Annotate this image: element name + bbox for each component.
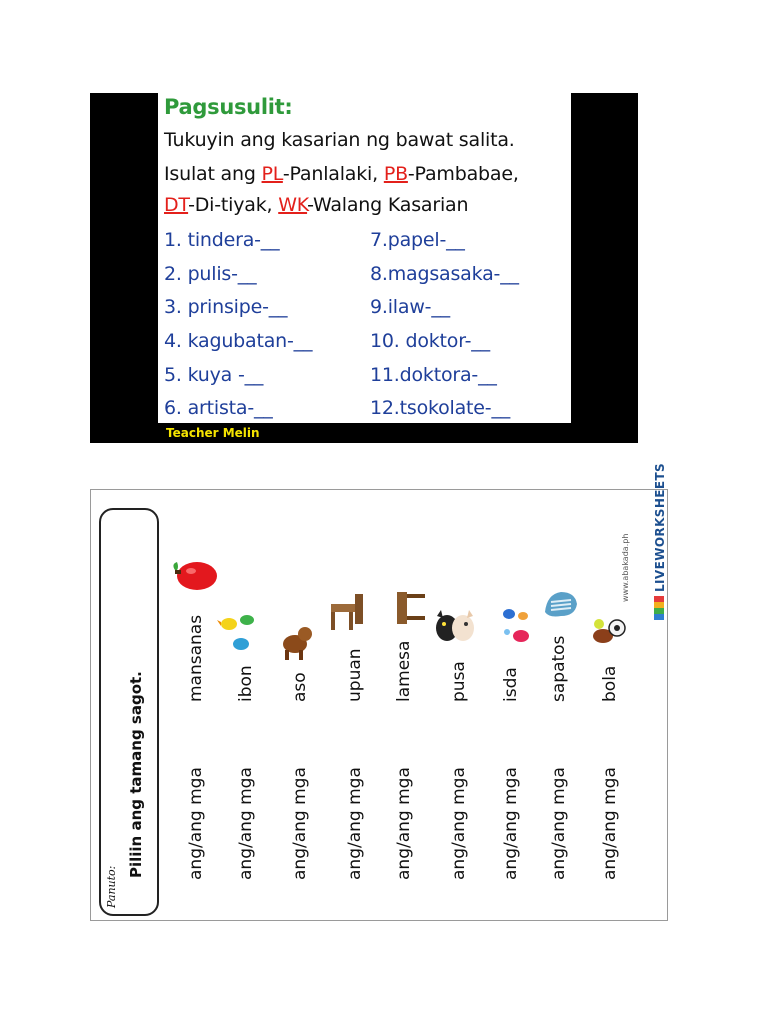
instruction-line-2 xyxy=(164,163,519,185)
word-bola: bola xyxy=(600,665,620,702)
quiz-item: 8.magsasaka-__ xyxy=(370,263,519,285)
quiz-slide xyxy=(90,93,638,443)
choice-text: ang/ang mga xyxy=(236,767,256,880)
chair-icon xyxy=(325,592,373,634)
quiz-item: 2. pulis-__ xyxy=(164,263,257,285)
birds-icon xyxy=(217,610,261,658)
choice-text: ang/ang mga xyxy=(600,767,620,880)
word-isda: isda xyxy=(501,667,521,702)
choice-text: ang/ang mga xyxy=(449,767,469,880)
worksheet xyxy=(90,462,668,921)
code-pb: PB xyxy=(383,163,408,185)
slide-footer: Teacher Melin xyxy=(166,426,260,440)
table-icon xyxy=(395,590,429,628)
text-segment: -Di-tiyak, xyxy=(188,194,279,216)
quiz-item: 10. doktor-__ xyxy=(370,330,490,352)
word-mansanas: mansanas xyxy=(186,614,206,702)
slide-title: Pagsusulit: xyxy=(164,95,293,119)
apple-icon xyxy=(171,556,219,592)
text-segment: Isulat ang xyxy=(164,163,262,185)
quiz-item: 9.ilaw-__ xyxy=(370,296,450,318)
cats-icon xyxy=(431,604,479,652)
code-wk: WK xyxy=(278,194,308,216)
quiz-item: 5. kuya -__ xyxy=(164,364,264,386)
quiz-item: 11.doktora-__ xyxy=(370,364,497,386)
quiz-item: 3. prinsipe-__ xyxy=(164,296,288,318)
choice-text: ang/ang mga xyxy=(345,767,365,880)
shoe-icon xyxy=(541,586,581,622)
balls-icon xyxy=(591,616,627,648)
text-segment: -Pambabae, xyxy=(407,163,519,185)
quiz-item: 12.tsokolate-__ xyxy=(370,397,511,419)
word-sapatos: sapatos xyxy=(549,635,569,702)
quiz-item: 4. kagubatan-__ xyxy=(164,330,313,352)
quiz-item: 6. artista-__ xyxy=(164,397,273,419)
quiz-item: 1. tindera-__ xyxy=(164,229,280,251)
choice-text: ang/ang mga xyxy=(501,767,521,880)
choice-text: ang/ang mga xyxy=(549,767,569,880)
instruction-line-3 xyxy=(164,194,468,216)
instruction-line-1: Tukuyin ang kasarian ng bawat salita. xyxy=(164,129,515,151)
panuto-text: Piliin ang tamang sagot. xyxy=(127,671,145,878)
choice-text: ang/ang mga xyxy=(394,767,414,880)
site-url: www.abakada.ph xyxy=(621,533,630,602)
word-lamesa: lamesa xyxy=(394,640,414,702)
slide-content xyxy=(158,93,571,423)
choice-text: ang/ang mga xyxy=(186,767,206,880)
code-pl: PL xyxy=(261,163,283,185)
dog-icon xyxy=(277,622,315,662)
word-pusa: pusa xyxy=(449,661,469,702)
liveworksheets-logo-icon xyxy=(654,596,664,620)
text-segment: -Panlalaki, xyxy=(282,163,384,185)
word-upuan: upuan xyxy=(345,648,365,702)
panuto-label: Panuto: xyxy=(105,865,118,908)
word-aso: aso xyxy=(290,672,310,702)
text-segment: -Walang Kasarian xyxy=(307,194,469,216)
word-ibon: ibon xyxy=(236,665,256,702)
quiz-item: 7.papel-__ xyxy=(370,229,465,251)
choice-text: ang/ang mga xyxy=(290,767,310,880)
brand-name: LIVEWORKSHEETS xyxy=(653,462,667,592)
code-dt: DT xyxy=(164,194,189,216)
fish-icon xyxy=(499,604,533,648)
